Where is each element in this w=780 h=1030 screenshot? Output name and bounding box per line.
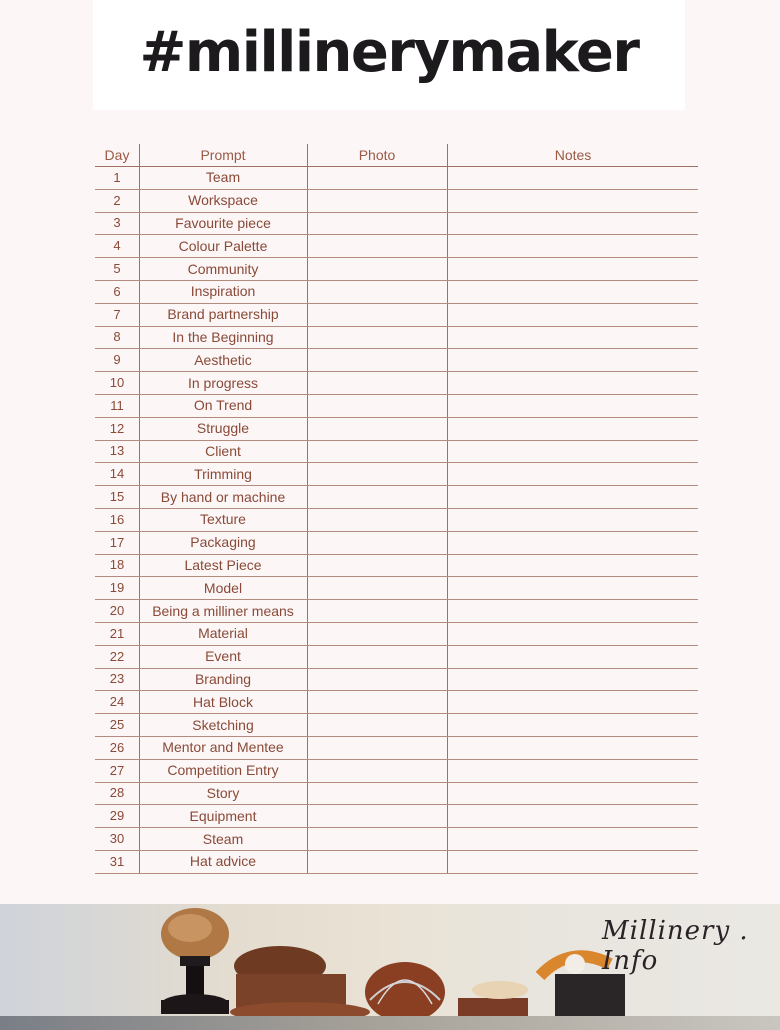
header-day: Day — [104, 147, 130, 163]
cell-prompt: In progress — [187, 374, 259, 391]
cell-prompt: Hat advice — [189, 853, 257, 870]
cell-prompt: On Trend — [193, 397, 253, 414]
cell-prompt: Client — [205, 442, 241, 459]
cell-day: 14 — [109, 466, 125, 482]
cell-day: 12 — [109, 420, 125, 436]
cell-photo[interactable] — [307, 394, 447, 417]
cell-photo[interactable] — [307, 622, 447, 645]
cell-day: 13 — [109, 443, 125, 459]
footer-banner — [0, 904, 780, 1030]
table-row — [95, 303, 698, 327]
cell-day: 10 — [109, 375, 125, 391]
cell-prompt: In the Beginning — [172, 328, 274, 345]
cell-photo[interactable] — [307, 576, 447, 599]
cell-day: 31 — [109, 853, 125, 869]
cell-notes[interactable] — [448, 713, 698, 736]
cell-photo[interactable] — [307, 713, 447, 736]
cell-notes[interactable] — [448, 462, 698, 485]
cell-photo[interactable] — [307, 189, 447, 212]
cell-photo[interactable] — [307, 348, 447, 371]
header-prompt: Prompt — [200, 147, 246, 163]
cell-day: 29 — [109, 808, 125, 824]
cell-day: 25 — [109, 717, 125, 733]
cell-prompt: Trimming — [194, 465, 252, 482]
cell-notes[interactable] — [448, 576, 698, 599]
cell-photo[interactable] — [307, 782, 447, 805]
cell-notes[interactable] — [448, 668, 698, 691]
cell-day: 15 — [109, 489, 125, 505]
table-row — [95, 713, 698, 737]
cell-notes[interactable] — [448, 348, 698, 371]
cell-day: 23 — [109, 671, 125, 687]
cell-day: 19 — [109, 580, 125, 596]
table-row — [95, 599, 698, 623]
cell-photo[interactable] — [307, 645, 447, 668]
cell-prompt: Story — [206, 784, 240, 801]
cell-notes[interactable] — [448, 303, 698, 326]
cell-photo[interactable] — [307, 827, 447, 850]
cell-prompt: Equipment — [189, 807, 257, 824]
cell-photo[interactable] — [307, 599, 447, 622]
cell-notes[interactable] — [448, 394, 698, 417]
cell-day: 27 — [109, 762, 125, 778]
cell-prompt: Steam — [202, 830, 244, 847]
cell-day: 17 — [109, 534, 125, 550]
cell-day: 2 — [113, 192, 121, 208]
cell-photo[interactable] — [307, 234, 447, 257]
cell-prompt: Brand partnership — [167, 306, 279, 323]
cell-notes[interactable] — [448, 759, 698, 782]
table-row — [95, 827, 698, 851]
cell-prompt: Texture — [200, 511, 246, 528]
logo: Millinery . Info — [602, 916, 749, 976]
cell-prompt: Model — [203, 579, 243, 596]
cell-prompt: Competition Entry — [167, 762, 279, 779]
cell-photo[interactable] — [307, 485, 447, 508]
table-row — [95, 280, 698, 304]
cell-photo[interactable] — [307, 280, 447, 303]
cell-prompt: Hat Block — [193, 693, 253, 710]
cell-day: 16 — [109, 511, 125, 527]
cell-day: 6 — [113, 283, 121, 299]
cell-day: 26 — [109, 739, 125, 755]
table-row — [95, 736, 698, 760]
table-row — [95, 531, 698, 555]
cell-day: 28 — [109, 785, 125, 801]
cell-notes[interactable] — [448, 417, 698, 440]
cell-notes[interactable] — [448, 645, 698, 668]
cell-notes[interactable] — [448, 782, 698, 805]
table-row — [95, 850, 698, 874]
table-row — [95, 645, 698, 669]
cell-prompt: Community — [187, 260, 259, 277]
challenge-table — [95, 144, 698, 874]
cell-photo[interactable] — [307, 462, 447, 485]
shelf — [0, 1016, 780, 1030]
cell-notes[interactable] — [448, 257, 698, 280]
cell-prompt: Workspace — [188, 192, 258, 209]
cell-prompt: Event — [205, 648, 241, 665]
table-row — [95, 554, 698, 578]
cell-notes[interactable] — [448, 622, 698, 645]
cell-prompt: By hand or machine — [160, 488, 286, 505]
cell-notes[interactable] — [448, 189, 698, 212]
cell-day: 7 — [113, 306, 121, 322]
cell-prompt: Branding — [194, 670, 252, 687]
cell-prompt: Inspiration — [190, 283, 256, 300]
cell-day: 30 — [109, 831, 125, 847]
table-row — [95, 485, 698, 509]
cell-day: 5 — [113, 261, 121, 277]
table-row — [95, 234, 698, 258]
cell-notes[interactable] — [448, 736, 698, 759]
page-title: #millinerymaker — [139, 20, 639, 85]
table-row — [95, 804, 698, 828]
header-notes: Notes — [554, 147, 592, 163]
cell-photo[interactable] — [307, 326, 447, 349]
table-row — [95, 508, 698, 532]
table-row — [95, 782, 698, 806]
table-row — [95, 348, 698, 372]
cell-prompt: Sketching — [192, 716, 254, 733]
cell-day: 8 — [113, 329, 121, 345]
cell-prompt: Colour Palette — [178, 237, 268, 254]
cell-notes[interactable] — [448, 280, 698, 303]
cell-notes[interactable] — [448, 212, 698, 235]
cell-prompt: Aesthetic — [194, 351, 252, 368]
table-row — [95, 690, 698, 714]
cell-day: 9 — [113, 352, 121, 368]
cell-photo[interactable] — [307, 371, 447, 394]
title-box — [93, 0, 685, 110]
cell-photo[interactable] — [307, 850, 447, 873]
cell-notes[interactable] — [448, 827, 698, 850]
header-photo: Photo — [358, 147, 396, 163]
cell-photo[interactable] — [307, 804, 447, 827]
cell-notes[interactable] — [448, 804, 698, 827]
cell-notes[interactable] — [448, 531, 698, 554]
table-row — [95, 166, 698, 190]
cell-prompt: Struggle — [196, 420, 250, 437]
cell-notes[interactable] — [448, 234, 698, 257]
table-row — [95, 576, 698, 600]
cell-prompt: Packaging — [190, 534, 256, 551]
cell-prompt: Mentor and Mentee — [162, 739, 284, 756]
cell-photo[interactable] — [307, 531, 447, 554]
cell-prompt: Team — [205, 169, 241, 186]
cell-prompt: Being a milliner means — [152, 602, 294, 619]
cell-notes[interactable] — [448, 440, 698, 463]
cell-photo[interactable] — [307, 554, 447, 577]
table-row — [95, 326, 698, 350]
cell-photo[interactable] — [307, 166, 447, 189]
cell-notes[interactable] — [448, 485, 698, 508]
cell-day: 20 — [109, 603, 125, 619]
cell-notes[interactable] — [448, 371, 698, 394]
cell-notes[interactable] — [448, 508, 698, 531]
cell-day: 24 — [109, 694, 125, 710]
cell-day: 11 — [110, 397, 124, 413]
cell-photo[interactable] — [307, 212, 447, 235]
cell-notes[interactable] — [448, 850, 698, 873]
cell-notes[interactable] — [448, 599, 698, 622]
cell-day: 4 — [113, 238, 121, 254]
table-row — [95, 622, 698, 646]
table-row — [95, 668, 698, 692]
cell-photo[interactable] — [307, 736, 447, 759]
cell-day: 3 — [113, 215, 121, 231]
cell-photo[interactable] — [307, 690, 447, 713]
table-header — [95, 144, 698, 167]
cell-day: 18 — [109, 557, 125, 573]
cell-photo[interactable] — [307, 668, 447, 691]
cell-photo[interactable] — [307, 303, 447, 326]
table-row — [95, 257, 698, 281]
cell-day: 1 — [113, 169, 121, 185]
cell-photo[interactable] — [307, 417, 447, 440]
table-row — [95, 417, 698, 441]
table-row — [95, 189, 698, 213]
cell-photo[interactable] — [307, 440, 447, 463]
cell-day: 22 — [109, 648, 125, 664]
cell-prompt: Material — [198, 625, 248, 642]
cell-notes[interactable] — [448, 166, 698, 189]
cell-day: 21 — [109, 625, 125, 641]
table-row — [95, 371, 698, 395]
table-row — [95, 212, 698, 236]
cell-photo[interactable] — [307, 759, 447, 782]
table-row — [95, 440, 698, 464]
cell-prompt: Latest Piece — [184, 556, 262, 573]
cell-notes[interactable] — [448, 554, 698, 577]
cell-photo[interactable] — [307, 257, 447, 280]
table-row — [95, 462, 698, 486]
table-row — [95, 759, 698, 783]
cell-notes[interactable] — [448, 326, 698, 349]
cell-photo[interactable] — [307, 508, 447, 531]
cell-prompt: Favourite piece — [175, 214, 271, 231]
table-row — [95, 394, 698, 418]
cell-notes[interactable] — [448, 690, 698, 713]
